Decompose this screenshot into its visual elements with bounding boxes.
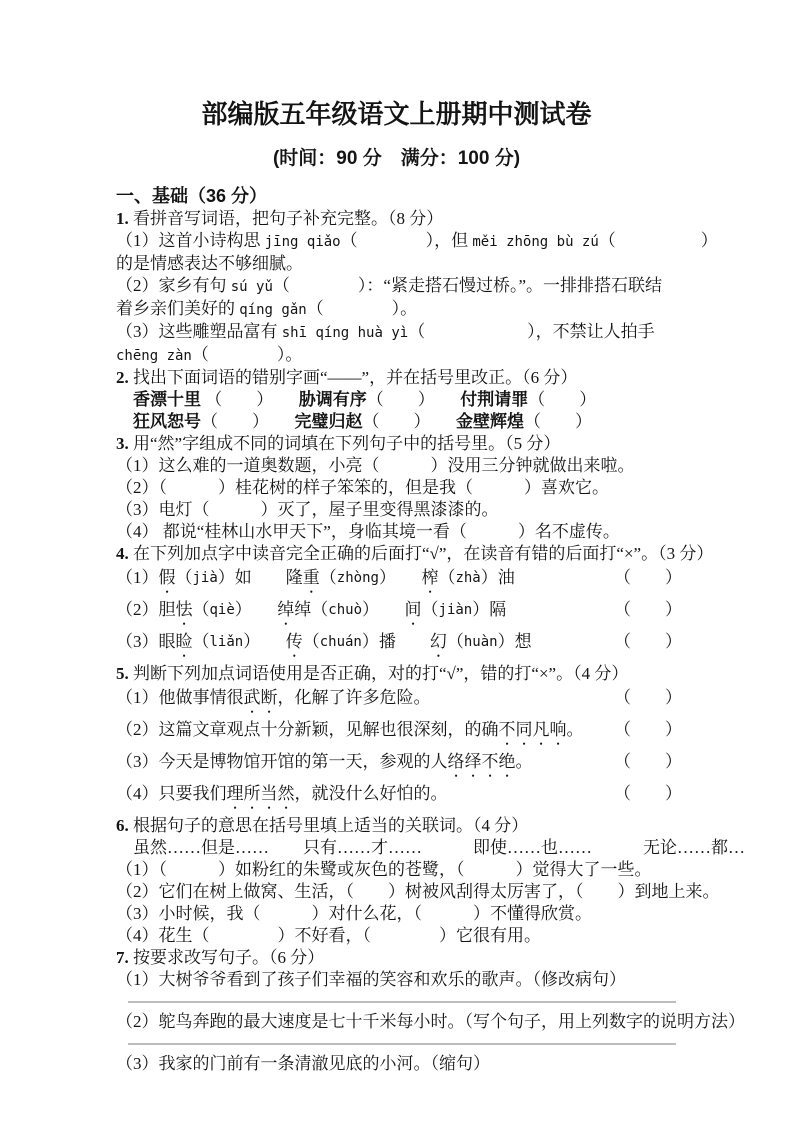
text-segment [116, 412, 133, 431]
text-segment: ） [234, 600, 278, 619]
answer-parens: （ ） [614, 784, 682, 803]
text-line [116, 947, 682, 969]
text-segment: （2）（ ）桂花树的样子笨笨的，但是我（ ）喜欢它。 [116, 478, 609, 497]
text-segment: 5. [116, 664, 129, 683]
text-segment: 4. [116, 544, 129, 563]
text-segment: （3）今天是博物馆开馆的第一天，参观的人 [116, 752, 448, 771]
text-segment: 睑 [175, 632, 193, 651]
pinyin-text: liǎn [209, 634, 244, 650]
text-segment: 金壁辉煌 [456, 412, 524, 431]
text-segment: ） [362, 600, 405, 619]
text-segment: （2）鸵鸟奔跑的最大速度是七十千米每小时。（写个句子，用上列数字的说明方法） [116, 1012, 745, 1031]
text-line [116, 925, 682, 947]
text-line [116, 719, 682, 749]
pinyin-text: shī qíng huà yì [281, 325, 409, 341]
text-segment: （2）它们在树上做窝、生活，（ ）树被风刮得太厉害了，（ ）到地上来。 [116, 882, 720, 901]
pinyin-text: huàn [463, 634, 498, 650]
text-segment: （ [175, 568, 193, 587]
text-line [116, 521, 682, 543]
pinyin-text: chuán [319, 634, 362, 650]
answer-parens: （ ） [614, 632, 682, 651]
text-line [116, 1011, 745, 1033]
text-segment: 7. [116, 948, 129, 967]
text-segment: （ [319, 568, 337, 587]
text-segment: （1）（ ）如粉红的朱鹭或灰色的苍鹭，（ ）觉得大了一些。 [116, 860, 652, 879]
pinyin-text: qíng gǎn [239, 302, 307, 318]
text-segment: （ [421, 600, 439, 619]
text-segment: （1）这么难的一道奥数题，小亮（ ）没用三分钟就做出来啦。 [116, 456, 635, 475]
text-line [116, 859, 682, 881]
text-line [116, 433, 682, 455]
answer-parens: （ ） [614, 600, 682, 619]
answer-parens: （ ） [614, 688, 682, 707]
text-segment: ）油 [480, 568, 515, 587]
text-segment: ）隔 [472, 600, 507, 619]
text-segment: （ ） [366, 390, 461, 409]
answer-parens: （ ） [614, 720, 682, 739]
text-segment: 付荆请罪 [460, 390, 529, 409]
pinyin-text: qiè [209, 602, 235, 618]
text-line [116, 411, 682, 433]
text-segment [116, 390, 133, 409]
text-line [116, 321, 682, 344]
text-line [116, 275, 682, 298]
text-segment: 狂风恕号 [133, 412, 201, 431]
text-segment: 隆 [285, 568, 303, 587]
text-segment: 香漂十里 [133, 390, 201, 409]
pinyin-text: měi zhōng bù zú [472, 234, 599, 250]
pinyin-text: chuò [328, 602, 363, 618]
text-segment: ，就没什么好怕的。 [294, 784, 448, 803]
text-segment: 判断下列加点词语使用是否正确，对的打“√”，错的打“×”。（4 分） [128, 664, 629, 683]
text-line [116, 687, 682, 717]
text-line [116, 499, 682, 521]
text-segment: （ [438, 568, 456, 587]
text-segment: （1）大树爷爷看到了孩子们幸福的笑容和欢乐的歌声。（修改病句） [116, 970, 626, 989]
text-segment: ）想 [497, 632, 532, 651]
text-segment: （ ） [201, 390, 299, 409]
text-line [116, 208, 682, 230]
text-segment: （3）电灯（ ）灭了，屋子里变得黑漆漆的。 [116, 500, 499, 519]
answer-parens: （ ） [614, 752, 682, 771]
text-segment: （3）眼 [116, 632, 176, 651]
text-segment: 看拼音写词语，把句子补充完整。（8 分） [128, 209, 444, 228]
text-line [116, 599, 682, 629]
text-segment: 武断 [243, 688, 278, 707]
text-segment: 完璧归赵 [294, 412, 363, 431]
text-segment: （1）他做事情很 [116, 688, 244, 707]
text-segment: 3. [116, 434, 129, 453]
text-segment: （4）花生（ ）不好看，（ ）它很有用。 [116, 926, 541, 945]
text-segment: （ ） [598, 231, 718, 250]
pinyin-text: jiàn [438, 602, 473, 618]
text-segment: 着乡亲们美好的 [116, 299, 240, 318]
text-line [116, 477, 682, 499]
text-line [116, 751, 682, 781]
text-segment: 。 [566, 720, 584, 739]
text-segment: 重 [302, 568, 320, 587]
pinyin-text: zhòng [336, 570, 379, 586]
text-line [116, 1053, 682, 1075]
text-segment: 用“然”字组成不同的词填在下列句子中的括号里。（5 分） [128, 434, 561, 453]
text-segment: （ ）。 [306, 299, 418, 318]
text-segment: （1） [116, 568, 159, 587]
text-line [116, 815, 682, 837]
text-segment: （4） 都说“桂林山水甲天下”，身临其境一看（ ）名不虚传。 [116, 522, 620, 541]
text-line [116, 367, 682, 389]
pinyin-text: zhà [455, 570, 481, 586]
text-segment: （ [446, 632, 464, 651]
text-segment: 1. [116, 209, 129, 228]
text-segment: 一、基础（36 分） [116, 186, 268, 206]
text-segment: （ ）。 [191, 345, 303, 364]
text-segment: 络绎不绝 [447, 752, 516, 771]
text-segment: （ ） [528, 390, 597, 409]
text-segment: ） [378, 568, 422, 587]
text-segment: ） [243, 632, 286, 651]
answer-parens: （ ） [614, 568, 682, 587]
text-segment: 的是情感表达不够细腻。 [116, 254, 303, 273]
text-segment: 绰（ [294, 600, 329, 619]
text-line [116, 969, 682, 991]
text-segment: 假 [158, 568, 176, 587]
text-segment: （3）小时候，我（ ）对什么花，（ ）不懂得欣赏。 [116, 904, 592, 923]
answer-rule [128, 1043, 676, 1045]
text-line [116, 663, 682, 685]
text-segment: （ ） [524, 412, 592, 431]
text-line [116, 230, 718, 253]
text-segment: ）如 [217, 568, 286, 587]
text-segment: ，化解了许多危险。 [277, 688, 431, 707]
page-subtitle: (时间：90 分 满分：100 分) [272, 148, 521, 169]
text-line [116, 543, 714, 565]
text-segment: 2. [116, 368, 129, 387]
answer-rule [128, 1001, 676, 1003]
pinyin-text: jià [192, 570, 218, 586]
text-segment: （3）我家的门前有一条清澈见底的小河。（缩句） [116, 1054, 490, 1073]
text-line [116, 881, 720, 903]
text-segment: （ [302, 632, 320, 651]
page-title: 部编版五年级语文上册期中测试卷 [201, 100, 592, 129]
text-segment: 6. [116, 816, 129, 835]
text-segment: （3）这些雕塑品富有 [116, 322, 282, 341]
text-segment: 间 [404, 600, 422, 619]
section-heading [116, 184, 682, 208]
pinyin-text: chēng zàn [116, 348, 192, 364]
text-line [116, 783, 682, 813]
text-segment: 怯 [175, 600, 193, 619]
text-segment: 幻 [429, 632, 447, 651]
pinyin-text: sú yǔ [230, 279, 273, 295]
text-segment: （4）只要我们 [116, 784, 227, 803]
text-segment: （ [192, 632, 210, 651]
text-segment: 按要求改写句子。（6 分） [128, 948, 325, 967]
text-segment: 榨 [421, 568, 439, 587]
text-line [116, 631, 682, 661]
text-segment: ）播 [361, 632, 430, 651]
text-segment: 传 [285, 632, 303, 651]
text-segment: （2）这篇文章观点十分新颖，见解也很深刻，的确 [116, 720, 499, 739]
text-line [116, 567, 682, 597]
text-segment: （2）家乡有句 [116, 276, 231, 295]
text-segment: 胁调有序 [298, 390, 367, 409]
text-segment: 找出下面词语的错别字画“——”，并在括号里改正。（6 分） [128, 368, 578, 387]
text-line [116, 903, 682, 925]
text-segment: （ ），不禁让人拍手 [408, 322, 655, 341]
text-line [116, 344, 682, 367]
text-segment: 在下列加点字中读音完全正确的后面打“√”，在读音有错的后面打“×”。（3 分） [128, 544, 714, 563]
text-segment: 虽然……但是…… 只有……才…… 即使……也…… 无论……都… [116, 838, 745, 857]
text-segment: （ ）：“紧走搭石慢过桥。”。一排排搭石联结 [272, 276, 662, 295]
text-segment: （ ），但 [340, 231, 473, 250]
pinyin-text: jīng qiǎo [264, 234, 341, 250]
text-line [116, 837, 745, 859]
text-segment: 不同凡响 [498, 720, 567, 739]
document-body [116, 184, 745, 1075]
text-segment: 根据句子的意思在括号里填上适当的关联词。（4 分） [128, 816, 529, 835]
text-segment: （ [192, 600, 210, 619]
text-segment: （ ） [362, 412, 456, 431]
text-line [116, 298, 682, 321]
text-segment: 理所当然 [226, 784, 295, 803]
text-segment: （1）这首小诗构思 [116, 231, 265, 250]
text-line [116, 389, 682, 411]
text-line [116, 253, 682, 275]
text-segment: 绰 [277, 600, 295, 619]
text-line [116, 455, 682, 477]
text-segment: 。 [515, 752, 533, 771]
text-segment: （ ） [201, 412, 295, 431]
text-segment: （2）胆 [116, 600, 176, 619]
